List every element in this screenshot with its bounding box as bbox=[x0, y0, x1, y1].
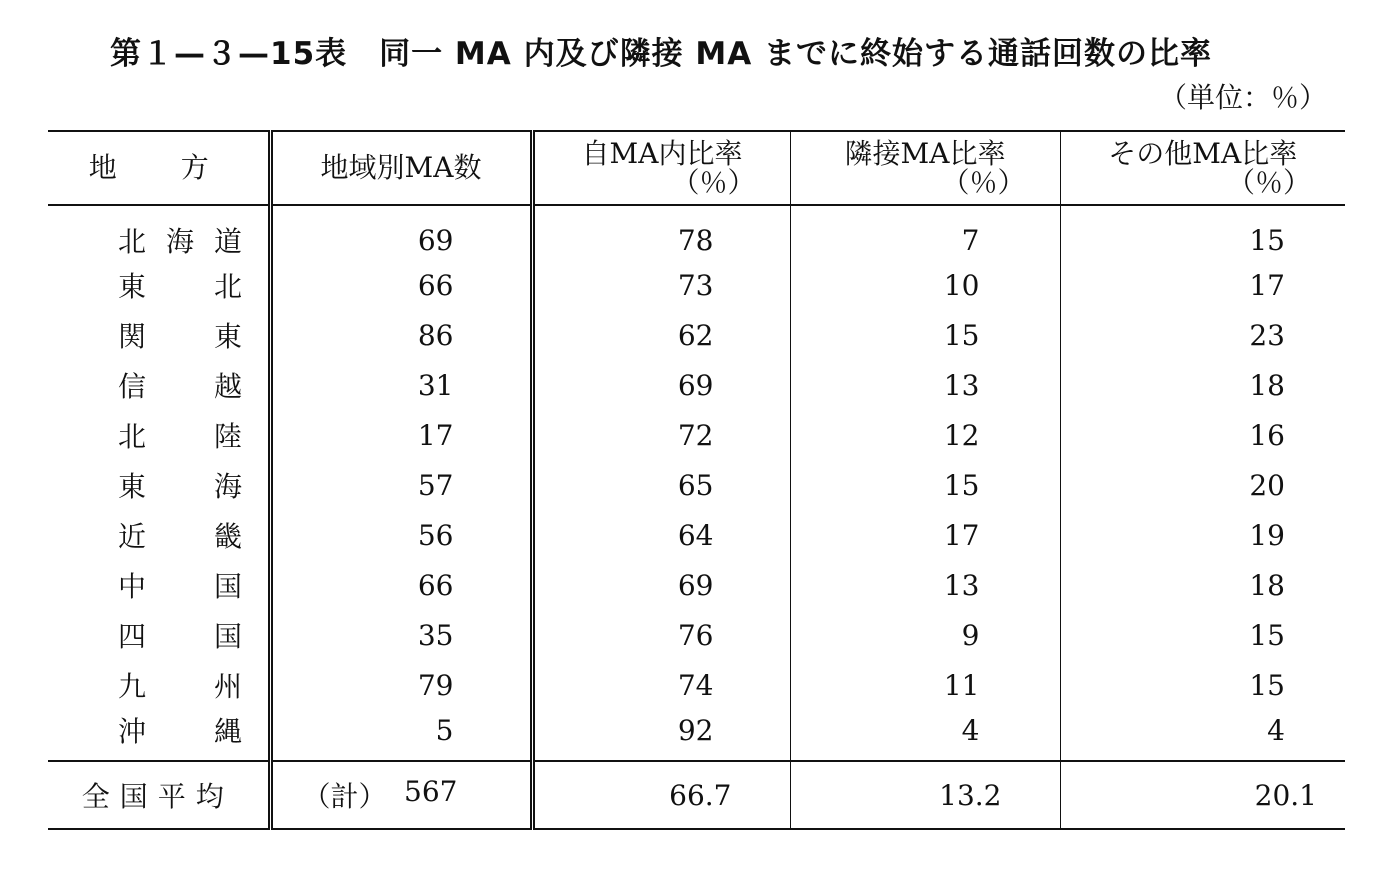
header-other-ratio-label: その他MA比率 bbox=[1108, 136, 1298, 170]
cell-self-ratio: 69 bbox=[532, 560, 790, 610]
cell-region: 中 国 bbox=[48, 560, 270, 610]
table-row bbox=[48, 410, 1345, 460]
header-adjacent-ratio-label: 隣接MA比率 bbox=[844, 136, 1006, 170]
cell-region: 九 州 bbox=[48, 660, 270, 710]
cell-adjacent-ratio: 9 bbox=[790, 610, 1060, 660]
cell-self-ratio: 69 bbox=[532, 360, 790, 410]
header-region-label: 地 方 bbox=[88, 151, 227, 185]
cell-adjacent-ratio: 7 bbox=[790, 205, 1060, 260]
cell-self-ratio: 73 bbox=[532, 260, 790, 310]
cell-ma-count: 66 bbox=[270, 260, 532, 310]
cell-region: 信 越 bbox=[48, 360, 270, 410]
cell-adjacent-ratio: 15 bbox=[790, 310, 1060, 360]
header-self-ratio bbox=[532, 131, 790, 205]
header-other-ratio-unit: （％） bbox=[1226, 166, 1311, 199]
total-other-ratio: 20.1 bbox=[1060, 761, 1345, 829]
cell-adjacent-ratio: 15 bbox=[790, 460, 1060, 510]
ratio-table bbox=[48, 130, 1345, 830]
table-row bbox=[48, 460, 1345, 510]
cell-other-ratio: 18 bbox=[1249, 568, 1285, 602]
cell-other-ratio: 16 bbox=[1249, 418, 1285, 452]
cell-ma-count: 86 bbox=[270, 310, 532, 360]
cell-ma-count: 69 bbox=[270, 205, 532, 260]
total-label: 全国平均 bbox=[48, 761, 270, 829]
cell-adjacent-ratio: 11 bbox=[790, 660, 1060, 710]
cell-ma-count: 66 bbox=[270, 560, 532, 610]
table-footer bbox=[48, 761, 1345, 829]
table-row bbox=[48, 660, 1345, 710]
cell-region: 関 東 bbox=[48, 310, 270, 360]
table-row bbox=[48, 610, 1345, 660]
table-row bbox=[48, 260, 1345, 310]
cell-other-ratio: 18 bbox=[1249, 368, 1285, 402]
table-row bbox=[48, 360, 1345, 410]
cell-region: 東 北 bbox=[48, 260, 270, 310]
cell-self-ratio: 92 bbox=[532, 710, 790, 761]
total-ma-count: 567 bbox=[404, 775, 458, 808]
cell-other-ratio: 4 bbox=[1267, 713, 1285, 747]
cell-other-ratio: 19 bbox=[1249, 518, 1285, 552]
header-ma-count bbox=[270, 131, 532, 205]
total-self-ratio: 66.7 bbox=[532, 761, 790, 829]
cell-adjacent-ratio: 10 bbox=[790, 260, 1060, 310]
table-row bbox=[48, 310, 1345, 360]
cell-adjacent-ratio: 13 bbox=[790, 560, 1060, 610]
header-row bbox=[48, 131, 1345, 205]
cell-other-ratio: 17 bbox=[1249, 268, 1285, 302]
cell-region: 沖 縄 bbox=[48, 710, 270, 761]
header-ma-count-label: 地域別MA数 bbox=[320, 151, 482, 185]
cell-adjacent-ratio: 4 bbox=[790, 710, 1060, 761]
cell-other-ratio: 23 bbox=[1249, 318, 1285, 352]
cell-other-ratio: 15 bbox=[1249, 223, 1285, 257]
total-prefix: （計） bbox=[302, 780, 387, 813]
unit-label: （単位：％） bbox=[1158, 81, 1327, 114]
cell-self-ratio: 62 bbox=[532, 310, 790, 360]
header-adjacent-ratio-unit: （％） bbox=[941, 166, 1026, 199]
table-title: 第１—３—15表 同一 MA 内及び隣接 MA までに終始する通話回数の比率 bbox=[110, 36, 1212, 72]
cell-adjacent-ratio: 17 bbox=[790, 510, 1060, 560]
table-row bbox=[48, 205, 1345, 260]
cell-region: 四 国 bbox=[48, 610, 270, 660]
cell-ma-count: 79 bbox=[270, 660, 532, 710]
cell-region: 北海道 bbox=[48, 205, 270, 260]
cell-ma-count: 57 bbox=[270, 460, 532, 510]
table-body bbox=[48, 205, 1345, 761]
header-adjacent-ratio bbox=[790, 131, 1060, 205]
header-region bbox=[48, 131, 270, 205]
cell-region: 東 海 bbox=[48, 460, 270, 510]
cell-adjacent-ratio: 13 bbox=[790, 360, 1060, 410]
cell-self-ratio: 78 bbox=[532, 205, 790, 260]
table-header bbox=[48, 131, 1345, 205]
cell-ma-count: 17 bbox=[270, 410, 532, 460]
cell-other-ratio: 15 bbox=[1249, 668, 1285, 702]
cell-self-ratio: 65 bbox=[532, 460, 790, 510]
cell-ma-count: 31 bbox=[270, 360, 532, 410]
cell-self-ratio: 72 bbox=[532, 410, 790, 460]
cell-region: 北 陸 bbox=[48, 410, 270, 460]
cell-ma-count: 56 bbox=[270, 510, 532, 560]
cell-ma-count: 35 bbox=[270, 610, 532, 660]
cell-self-ratio: 76 bbox=[532, 610, 790, 660]
cell-region: 近 畿 bbox=[48, 510, 270, 560]
header-self-ratio-label: 自MA内比率 bbox=[581, 136, 743, 170]
header-other-ratio bbox=[1060, 131, 1345, 205]
total-row bbox=[48, 761, 1345, 829]
total-ma-count-cell bbox=[270, 761, 532, 829]
cell-other-ratio: 20 bbox=[1249, 468, 1285, 502]
cell-other-ratio: 15 bbox=[1249, 618, 1285, 652]
total-adjacent-ratio: 13.2 bbox=[790, 761, 1060, 829]
table-row bbox=[48, 710, 1345, 761]
cell-self-ratio: 74 bbox=[532, 660, 790, 710]
table-row bbox=[48, 560, 1345, 610]
table-row bbox=[48, 510, 1345, 560]
header-self-ratio-unit: （％） bbox=[671, 166, 756, 199]
cell-self-ratio: 64 bbox=[532, 510, 790, 560]
cell-ma-count: 5 bbox=[270, 710, 532, 761]
cell-adjacent-ratio: 12 bbox=[790, 410, 1060, 460]
